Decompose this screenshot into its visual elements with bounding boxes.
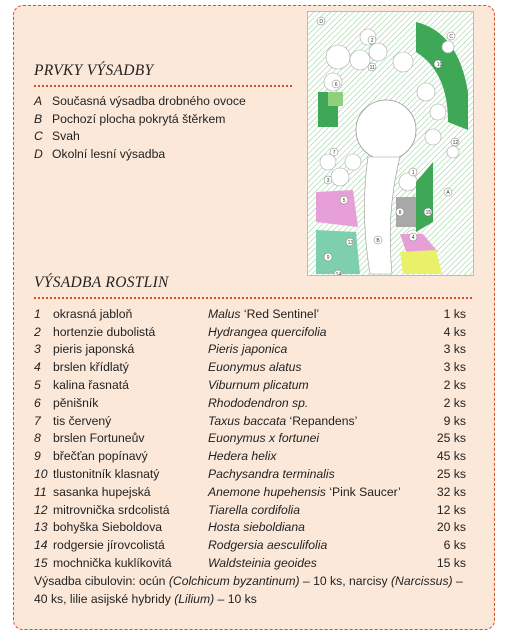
- plant-latin-name: Pachysandra terminalis: [208, 467, 335, 482]
- plant-number: 5: [34, 378, 41, 393]
- plant-quantity: 20 ks: [436, 520, 466, 535]
- plants-title: VÝSADBA ROSTLIN: [34, 274, 169, 291]
- feature-text: Svah: [52, 129, 80, 143]
- plant-row: [34, 519, 466, 537]
- feature-letter: B: [34, 111, 43, 126]
- plant-latin-name: Euonymus x fortunei: [208, 431, 320, 446]
- plant-latin-name: Anemone hupehensis ‘Pink Saucer’: [208, 484, 401, 499]
- plant-quantity: 2 ks: [443, 395, 466, 410]
- plant-latin-name: Rhododendron sp.: [208, 395, 309, 410]
- plant-number: 10: [34, 467, 48, 482]
- plant-quantity: 25 ks: [436, 431, 466, 446]
- svg-text:13: 13: [347, 239, 354, 246]
- svg-text:D: D: [319, 18, 324, 25]
- feature-text: Současná výsadba drobného ovoce: [52, 94, 246, 108]
- feature-letter: D: [34, 146, 43, 161]
- plant-quantity: 2 ks: [443, 378, 466, 393]
- plant-czech-name: kalina řasnatá: [53, 378, 129, 393]
- plant-row: [34, 323, 466, 341]
- plant-czech-name: hortenzie dubolistá: [53, 324, 156, 339]
- plant-czech-name: mochnička kuklíkovitá: [53, 556, 172, 571]
- plan-lawn-circle: [356, 100, 416, 160]
- feature-item: [34, 111, 246, 129]
- svg-text:14: 14: [335, 271, 342, 276]
- plant-row: [34, 394, 466, 412]
- plant-latin-name: Pieris japonica: [208, 342, 288, 357]
- svg-text:2: 2: [370, 37, 374, 44]
- garden-plan: [307, 11, 474, 276]
- svg-text:15: 15: [425, 209, 432, 216]
- plant-number: 14: [34, 538, 48, 553]
- plant-row: [34, 447, 466, 465]
- plant-czech-name: pěnišník: [53, 395, 99, 410]
- features-list: [34, 93, 246, 163]
- plan-bed-pink-left: [316, 190, 358, 227]
- plant-number: 7: [34, 413, 41, 428]
- plant-latin-name: Tiarella cordifolia: [208, 502, 301, 517]
- feature-text: Okolní lesní výsadba: [52, 146, 166, 161]
- plant-number: 11: [34, 484, 47, 499]
- plant-czech-name: sasanka hupejská: [53, 484, 151, 499]
- bulbs-note: Výsadba cibulovin: ocún (Colchicum byzantinum) – 10 ks, narcisy (Narcissus) – 40 ks, lilie asijské hybridy (Lilium) – 10 ks: [34, 574, 463, 606]
- svg-text:8: 8: [398, 209, 402, 216]
- plant-row: [34, 305, 466, 323]
- plant-row: [34, 376, 466, 394]
- svg-text:3: 3: [326, 177, 330, 184]
- svg-text:12: 12: [452, 139, 459, 146]
- plant-row: [34, 536, 466, 554]
- feature-letter: A: [34, 94, 43, 108]
- features-divider: [34, 85, 292, 87]
- plant-quantity: 15 ks: [436, 556, 466, 571]
- feature-text: Pochozí plocha pokrytá štěrkem: [52, 111, 226, 126]
- plant-number: 13: [34, 520, 48, 535]
- svg-text:C: C: [449, 33, 454, 40]
- plant-czech-name: pieris japonská: [53, 342, 135, 357]
- svg-text:B: B: [376, 237, 380, 244]
- plant-number: 2: [34, 324, 41, 339]
- plant-number: 9: [34, 449, 41, 464]
- plant-quantity: 4 ks: [443, 324, 466, 339]
- plant-czech-name: okrasná jabloň: [53, 306, 133, 321]
- plant-quantity: 9 ks: [443, 413, 466, 428]
- plant-number: 12: [34, 502, 48, 517]
- plant-number: 1: [34, 306, 41, 321]
- plant-czech-name: bohyška Sieboldova: [53, 520, 163, 535]
- svg-text:A: A: [446, 189, 450, 196]
- plant-latin-name: Waldsteinia geoides: [208, 556, 317, 571]
- svg-text:7: 7: [332, 149, 336, 156]
- plant-czech-name: brslen křídlatý: [53, 360, 129, 375]
- plant-row: [34, 430, 466, 448]
- features-title: PRVKY VÝSADBY: [34, 62, 154, 79]
- plant-latin-name: Viburnum plicatum: [208, 378, 309, 393]
- plan-bed-yellow: [400, 250, 442, 274]
- svg-text:1: 1: [411, 169, 415, 176]
- feature-item: [34, 146, 246, 164]
- plant-quantity: 3 ks: [443, 360, 466, 375]
- svg-text:5: 5: [342, 197, 346, 204]
- plant-latin-name: Euonymus alatus: [208, 360, 302, 375]
- plant-quantity: 45 ks: [436, 449, 466, 464]
- plant-quantity: 1 ks: [443, 306, 466, 321]
- plants-table: [34, 305, 466, 572]
- plant-row: [34, 465, 466, 483]
- feature-item: [34, 128, 246, 146]
- plant-row: [34, 358, 466, 376]
- svg-text:6: 6: [334, 81, 338, 88]
- plant-czech-name: rodgersie jírovcolistá: [53, 538, 165, 553]
- plant-row: [34, 483, 466, 501]
- svg-text:10: 10: [436, 61, 443, 68]
- plant-quantity: 32 ks: [436, 484, 466, 499]
- plant-latin-name: Taxus baccata ‘Repandens’: [208, 413, 358, 428]
- plant-quantity: 3 ks: [443, 342, 466, 357]
- plant-quantity: 25 ks: [436, 467, 466, 482]
- plant-quantity: 12 ks: [436, 502, 466, 517]
- plant-latin-name: Hosta sieboldiana: [208, 520, 305, 535]
- plant-number: 15: [34, 556, 48, 571]
- svg-text:9: 9: [326, 254, 330, 261]
- plants-divider: [34, 297, 472, 299]
- plant-czech-name: tis červený: [53, 413, 112, 428]
- plant-latin-name: Hydrangea quercifolia: [208, 324, 327, 339]
- garden-plan-drawing: [308, 12, 474, 276]
- plant-latin-name: Hedera helix: [208, 449, 277, 464]
- plant-number: 8: [34, 431, 41, 446]
- plant-number: 6: [34, 395, 41, 410]
- plant-row: [34, 554, 466, 572]
- plant-row: [34, 341, 466, 359]
- svg-text:4: 4: [411, 234, 415, 241]
- svg-text:11: 11: [369, 64, 375, 71]
- feature-item: [34, 93, 246, 111]
- plant-latin-name: Rodgersia aesculifolia: [208, 538, 328, 553]
- plant-czech-name: tlustonitník klasnatý: [53, 467, 160, 482]
- plant-czech-name: břečťan popínavý: [53, 449, 148, 464]
- plant-czech-name: mitrovnička srdcolistá: [53, 502, 170, 517]
- plant-latin-name: Malus ‘Red Sentinel’: [208, 306, 320, 321]
- feature-letter: C: [34, 129, 43, 143]
- plant-number: 4: [34, 360, 41, 375]
- plan-bed-teal: [316, 230, 360, 274]
- plant-quantity: 6 ks: [443, 538, 466, 553]
- plant-czech-name: brslen Fortuneův: [53, 431, 145, 446]
- plant-number: 3: [34, 342, 41, 357]
- plant-row: [34, 412, 466, 430]
- plant-row: [34, 501, 466, 519]
